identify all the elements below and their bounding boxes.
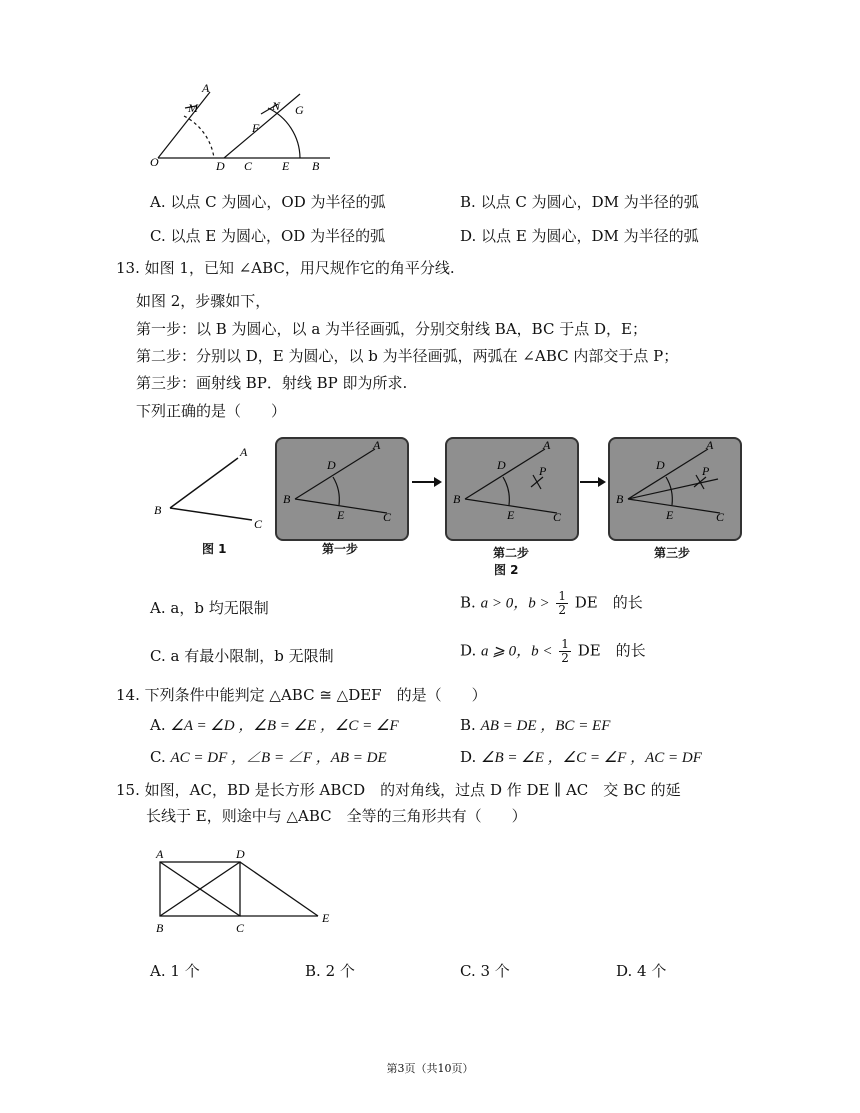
option-text: a ⩾ 0，b <: [481, 643, 553, 660]
option-letter: B.: [460, 193, 476, 211]
q13-step2: 第二步：分别以 D，E 为圆心，以 b 为半径画弧，两弧在 ∠ABC 内部交于点 P；: [136, 347, 679, 365]
q12-option-b[interactable]: [460, 191, 699, 212]
fraction: [556, 590, 568, 617]
q13-option-d[interactable]: [460, 638, 646, 665]
q12-label-A: A: [202, 81, 210, 95]
option-text-tail: DE 的长: [577, 641, 646, 660]
q13-option-b[interactable]: [460, 590, 643, 617]
option-text: AC = DF ，∠B = ∠F ，AB = DE: [170, 750, 387, 766]
option-letter: C.: [150, 227, 166, 245]
arrow-head-icon: [434, 477, 442, 487]
q13-line2: 如图 2，步骤如下，: [136, 292, 271, 310]
option-letter: C.: [460, 962, 476, 980]
option-text: 以点 E 为圆心，OD 为半径的弧: [170, 227, 386, 245]
q15-option-b[interactable]: [305, 960, 355, 981]
option-letter: A.: [150, 599, 166, 617]
q13-stem: [116, 257, 455, 279]
fig1-label-A: A: [240, 445, 248, 459]
q12-label-B: B: [312, 159, 320, 173]
step2-figure: [445, 437, 579, 541]
option-text: a，b 均无限制: [170, 599, 269, 617]
q13-option-a[interactable]: [150, 597, 269, 618]
option-letter: C.: [150, 647, 166, 665]
q12-option-a[interactable]: [150, 191, 386, 212]
option-text: 以点 E 为圆心，DM 为半径的弧: [481, 227, 699, 245]
step1-label-A: A: [373, 438, 381, 452]
option-letter: B.: [305, 962, 321, 980]
q12-figure: [140, 80, 340, 180]
question-number: 14.: [116, 686, 140, 704]
q15-stem-line2: 长线于 E，则途中与 △ABC 全等的三角形共有（ ）: [146, 807, 527, 825]
q15-label-B: B: [156, 921, 164, 935]
option-letter: D.: [460, 641, 477, 660]
question-text: 下列条件中能判定 △ABC ≅ △DEF 的是（ ）: [144, 686, 487, 704]
arrow-right-icon: [412, 481, 436, 483]
question-number: 15.: [116, 781, 140, 799]
q15-option-c[interactable]: [460, 960, 510, 981]
fig1-caption: 图 1: [202, 542, 227, 556]
q12-label-O: O: [150, 155, 159, 169]
q14-stem: [116, 684, 487, 706]
option-letter: A.: [150, 193, 166, 211]
step3-caption: 第三步: [654, 546, 691, 560]
step2-label-C: C: [553, 510, 562, 524]
q13-step3: 第三步：画射线 BP．射线 BP 即为所求.: [136, 374, 408, 392]
option-text-tail: DE 的长: [574, 593, 643, 612]
fraction-numerator: 1: [561, 637, 569, 651]
q15-label-E: E: [322, 911, 330, 925]
q13-step1: 第一步：以 B 为圆心，以 a 为半径画弧，分别交射线 BA，BC 于点 D，E；: [136, 320, 647, 338]
q15-label-A: A: [156, 847, 164, 861]
question-text: 如图 1，已知 ∠ABC，用尺规作它的角平分线.: [144, 259, 455, 277]
option-text: 2 个: [325, 962, 355, 980]
option-letter: A.: [150, 962, 166, 980]
fig1-label-B: B: [154, 503, 162, 517]
arrow-right-icon: [580, 481, 600, 483]
option-text: a > 0，b >: [480, 595, 550, 612]
option-text: 4 个: [637, 962, 667, 980]
option-letter: C.: [150, 748, 166, 766]
q14-option-a[interactable]: [150, 714, 399, 735]
step3-figure: [608, 437, 742, 541]
q13-figure-1: [150, 440, 270, 540]
option-text: a 有最小限制，b 无限制: [170, 647, 334, 665]
step2-label-P: P: [539, 464, 547, 478]
option-text: ∠B = ∠E ，∠C = ∠F ，AC = DF: [481, 750, 702, 766]
question-text: 如图，AC，BD 是长方形 ABCD 的对角线，过点 D 作 DE ∥ AC 交 BC 的延: [144, 781, 681, 799]
q12-option-c[interactable]: [150, 225, 385, 246]
option-text: 以点 C 为圆心，DM 为半径的弧: [480, 193, 699, 211]
step3-label-D: D: [656, 458, 665, 472]
option-text: ∠A = ∠D ，∠B = ∠E ，∠C = ∠F: [170, 718, 399, 734]
q12-label-G: G: [295, 103, 304, 117]
fraction-denominator: 2: [558, 603, 566, 617]
option-letter: D.: [460, 748, 477, 766]
q12-label-C: C: [244, 159, 253, 173]
q15-label-D: D: [236, 847, 245, 861]
step2-label-B: B: [453, 492, 461, 506]
q15-label-C: C: [236, 921, 245, 935]
option-text: 3 个: [480, 962, 510, 980]
q13-option-c[interactable]: [150, 645, 334, 666]
fig2-caption: 图 2: [494, 563, 519, 577]
step1-label-C: C: [383, 510, 392, 524]
step3-label-C: C: [716, 510, 725, 524]
q12-label-E: E: [282, 159, 290, 173]
step3-label-P: P: [702, 464, 710, 478]
option-letter: D.: [460, 227, 477, 245]
option-letter: A.: [150, 716, 166, 734]
step2-label-D: D: [497, 458, 506, 472]
fraction-numerator: 1: [558, 589, 566, 603]
step3-label-E: E: [666, 508, 674, 522]
step1-label-D: D: [327, 458, 336, 472]
q12-label-N: N: [272, 99, 281, 113]
step1-label-B: B: [283, 492, 291, 506]
q15-option-a[interactable]: [150, 960, 200, 981]
option-letter: B.: [460, 593, 476, 612]
fig1-label-C: C: [254, 517, 263, 531]
q15-option-d[interactable]: [616, 960, 666, 981]
step2-label-E: E: [507, 508, 515, 522]
option-text: 以点 C 为圆心，OD 为半径的弧: [170, 193, 386, 211]
question-number: 13.: [116, 259, 140, 277]
q12-label-D: D: [216, 159, 225, 173]
option-letter: D.: [616, 962, 633, 980]
step1-label-E: E: [337, 508, 345, 522]
q12-option-d[interactable]: [460, 225, 699, 246]
step2-caption: 第二步: [493, 546, 530, 560]
step1-caption: 第一步: [322, 542, 359, 556]
fraction-denominator: 2: [561, 651, 569, 665]
q12-label-M: M: [188, 101, 198, 115]
step2-label-A: A: [543, 438, 551, 452]
arrow-head-icon: [598, 477, 606, 487]
step3-label-A: A: [706, 438, 714, 452]
page-footer: 第3页（共10页）: [386, 1062, 474, 1075]
option-text: 1 个: [170, 962, 200, 980]
step3-label-B: B: [616, 492, 624, 506]
q14-option-b[interactable]: [460, 714, 610, 735]
step1-figure: [275, 437, 409, 541]
q15-figure: [150, 846, 350, 938]
q12-label-F: F: [252, 121, 260, 135]
q13-question: 下列正确的是（ ）: [136, 402, 287, 420]
q14-option-d[interactable]: [460, 746, 702, 767]
option-text: AB = DE ，BC = EF: [480, 718, 611, 734]
option-letter: B.: [460, 716, 476, 734]
q15-stem-line1: [116, 779, 681, 801]
q14-option-c[interactable]: [150, 746, 387, 767]
fraction: [559, 638, 571, 665]
